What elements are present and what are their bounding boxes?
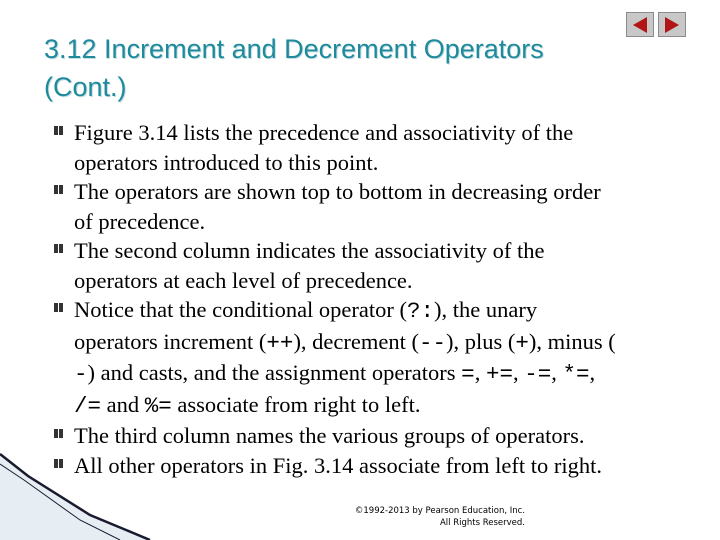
text-fragment: operators at each level of precedence.	[74, 267, 413, 293]
bullet-item	[44, 177, 684, 236]
bullet-line	[74, 266, 684, 296]
bullet-line	[74, 177, 684, 207]
bullet-text	[74, 177, 684, 236]
text-fragment: operators introduced to this point.	[74, 149, 379, 175]
slide-title	[44, 30, 684, 106]
bullet-line	[74, 327, 684, 359]
code-fragment: %=	[144, 392, 172, 419]
bullet-line	[74, 390, 684, 422]
code-fragment: -=	[524, 361, 552, 387]
code-fragment: ++	[266, 329, 294, 356]
text-fragment: Figure 3.14 lists the precedence and associativity of the	[74, 120, 574, 145]
text-fragment: ), decrement (	[293, 328, 419, 354]
copyright-footer	[324, 505, 525, 529]
text-fragment: ,	[512, 360, 525, 385]
bullet-line	[74, 236, 684, 266]
text-fragment: ), minus (	[528, 328, 616, 354]
code-fragment: ?:	[407, 298, 435, 324]
square-bullet-icon	[54, 185, 63, 194]
bullet-line	[74, 295, 684, 327]
text-fragment: ) and casts, and the assignment operators	[87, 360, 462, 385]
text-fragment: Notice that the conditional operator (	[74, 297, 408, 322]
square-bullet-icon	[54, 244, 63, 253]
code-fragment: +=	[485, 361, 513, 387]
bullet-line	[74, 148, 684, 178]
bullet-line	[74, 207, 684, 237]
text-fragment: The third column names the various groups of operators.	[74, 423, 585, 448]
slide-title-line-2: (Cont.)	[44, 72, 127, 102]
code-fragment: /=	[74, 392, 102, 419]
square-bullet-icon	[54, 126, 63, 135]
text-fragment: The operators are shown top to bottom in decreasing order	[74, 179, 601, 204]
text-fragment: ), the unary	[434, 297, 538, 322]
text-fragment: The second column indicates the associativity of the	[74, 238, 545, 263]
text-fragment: ,	[551, 360, 563, 385]
code-fragment: +	[515, 329, 529, 356]
text-fragment: associate from right to left.	[171, 391, 421, 417]
copyright-line-1: ©1992-2013 by Pearson Education, Inc.	[354, 506, 525, 516]
bullet-line	[74, 358, 684, 390]
text-fragment: operators increment (	[74, 328, 267, 354]
square-bullet-icon	[54, 303, 63, 312]
code-fragment: -	[74, 361, 88, 387]
bullet-text	[74, 295, 684, 421]
square-bullet-icon	[54, 429, 63, 438]
text-fragment: of precedence.	[74, 208, 206, 234]
bullet-item	[44, 236, 684, 295]
text-fragment: All other operators in Fig. 3.14 associate from left to right.	[74, 452, 603, 478]
bullet-item	[44, 118, 684, 177]
code-fragment: *=	[562, 361, 590, 387]
bullet-text	[74, 118, 684, 177]
text-fragment: and	[101, 391, 145, 417]
code-fragment: =	[461, 361, 475, 387]
bullet-line	[74, 118, 684, 148]
text-fragment: ), plus (	[446, 328, 516, 354]
copyright-line-2: All Rights Reserved.	[439, 518, 525, 528]
bullet-list	[44, 118, 684, 480]
text-fragment: ,	[589, 360, 596, 385]
code-fragment: --	[419, 329, 447, 356]
slide-title-line-1: 3.12 Increment and Decrement Operators	[44, 34, 544, 64]
bullet-text	[74, 236, 684, 295]
bullet-item	[44, 295, 684, 421]
text-fragment: ,	[474, 360, 486, 385]
